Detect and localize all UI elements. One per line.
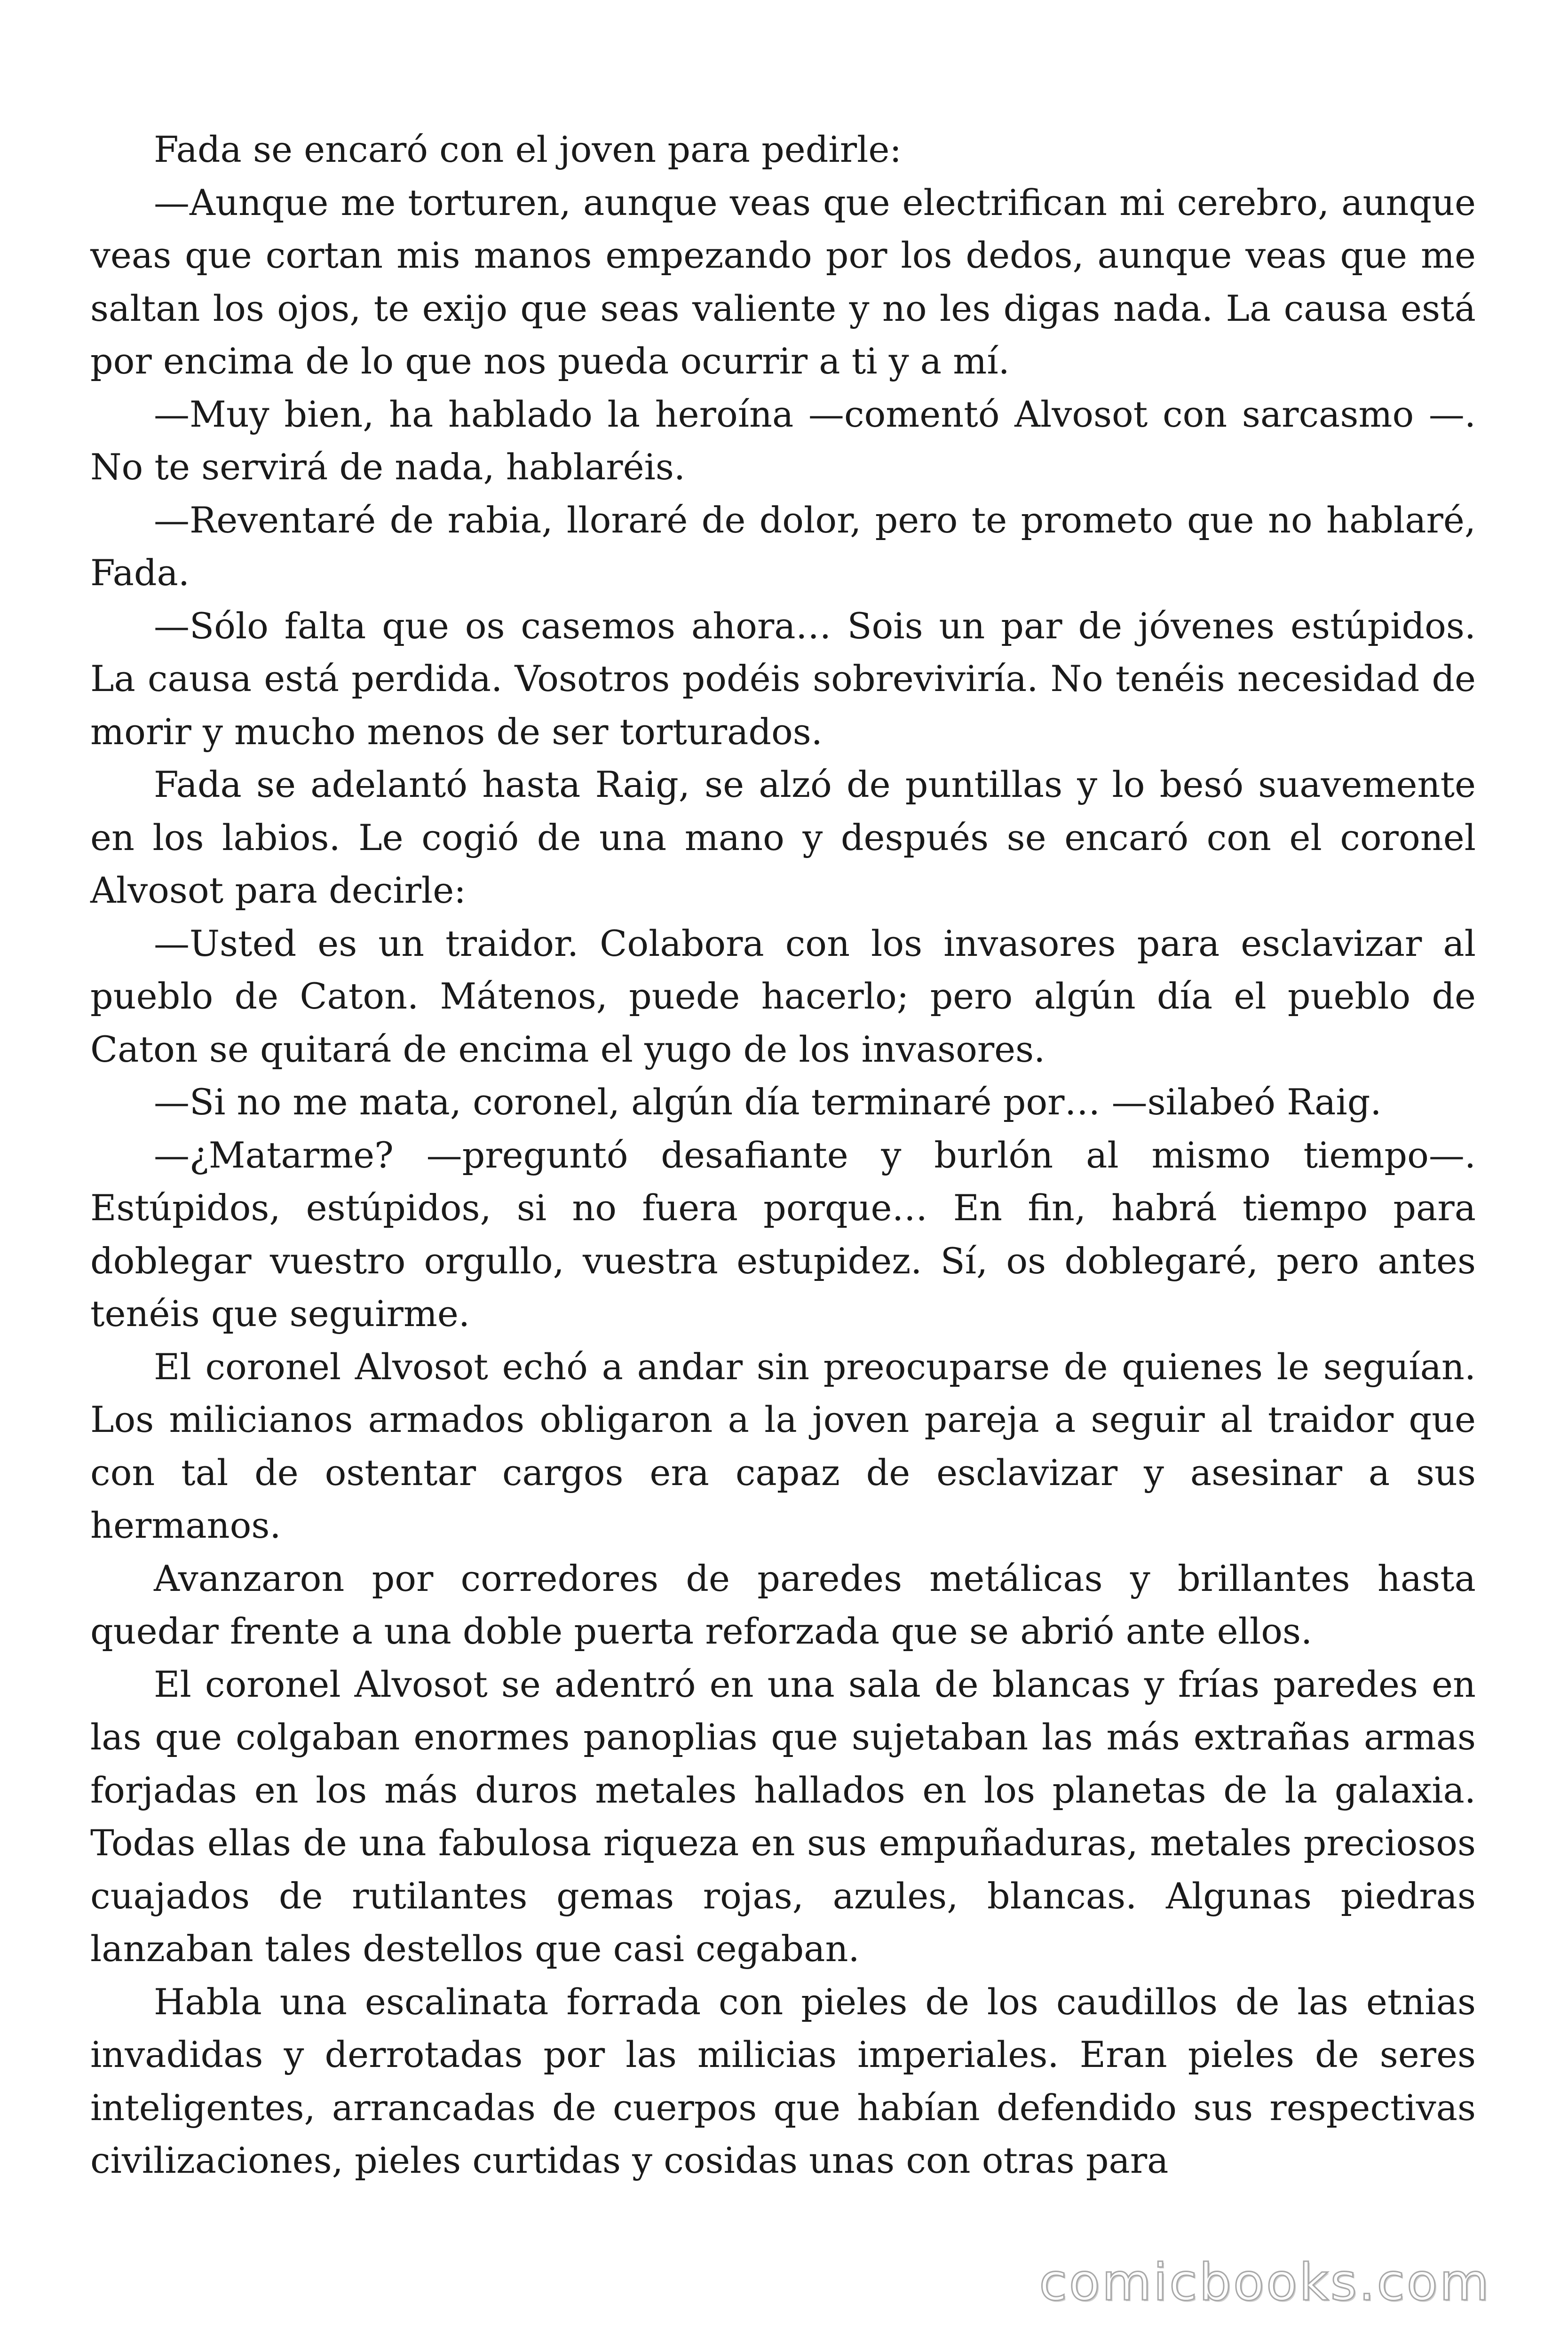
paragraph: El coronel Alvosot se adentró en una sala de blancas y frías paredes en las que colgaban enormes panoplias que sujetaban las más extrañas armas forjadas en los más duros metales hallados en los planetas de la galaxia. Todas ellas de una fabulosa riqueza en sus empuñaduras, metales preciosos cuajados de rutilantes gemas rojas, azules, blancas. Algunas piedras lanzaban tales destellos que casi cegaban. [90, 1663, 1476, 1970]
paragraph: El coronel Alvosot echó a andar sin preocuparse de quienes le seguían. Los milicianos armados obligaron a la joven pareja a seguir al traidor que con tal de ostentar cargos era capaz de esclavizar y asesinar a sus hermanos. [90, 1345, 1476, 1546]
paragraph: Habla una escalinata forrada con pieles de los caudillos de las etnias invadidas y derrotadas por las milicias imperiales. Eran pieles de seres inteligentes, arrancadas de cuerpos que habían defendido sus respectivas civilizaciones, pieles curtidas y cosidas unas con otras para [90, 1980, 1476, 2181]
body-text [90, 123, 1476, 2187]
paragraph: —Reventaré de rabia, lloraré de dolor, pero te prometo que no hablaré, Fada. [90, 499, 1476, 594]
paragraph: —¿Matarme? —preguntó desafiante y burlón al mismo tiempo—. Estúpidos, estúpidos, si no fuera porque… En fin, habrá tiempo para doblegar vuestro orgullo, vuestra estupidez. Sí, os doblegaré, pero antes tenéis que seguirme. [90, 1134, 1476, 1335]
paragraph: —Si no me mata, coronel, algún día terminaré por… —silabeó Raig. [154, 1081, 1382, 1123]
watermark: comicbooks.com [1039, 2253, 1491, 2312]
paragraph: —Aunque me torturen, aunque veas que electrifican mi cerebro, aunque veas que cortan mis manos empezando por los dedos, aunque veas que me saltan los ojos, te exijo que seas valiente y no les digas nada. La causa está por encima de lo que nos pueda ocurrir a ti y a mí. [90, 181, 1476, 382]
paragraph: —Sólo falta que os casemos ahora… Sois un par de jóvenes estúpidos. La causa está perdida. Vosotros podéis sobreviviría. No tenéis necesidad de morir y mucho menos de ser torturados. [90, 604, 1476, 753]
paragraph: Avanzaron por corredores de paredes metálicas y brillantes hasta quedar frente a una doble puerta reforzada que se abrió ante ellos. [90, 1557, 1476, 1652]
paragraph: —Muy bien, ha hablado la heroína —comentó Alvosot con sarcasmo —. No te servirá de nada, hablaréis. [90, 393, 1476, 488]
paragraph: Fada se adelantó hasta Raig, se alzó de puntillas y lo besó suavemente en los labios. Le cogió de una mano y después se encaró con el coronel Alvosot para decirle: [90, 763, 1476, 911]
paragraph: —Usted es un traidor. Colabora con los invasores para esclavizar al pueblo de Caton. Mátenos, puede hacerlo; pero algún día el pueblo de Caton se quitará de encima el yugo de los invasores. [90, 922, 1476, 1070]
paragraph: Fada se encaró con el joven para pedirle: [154, 128, 902, 170]
